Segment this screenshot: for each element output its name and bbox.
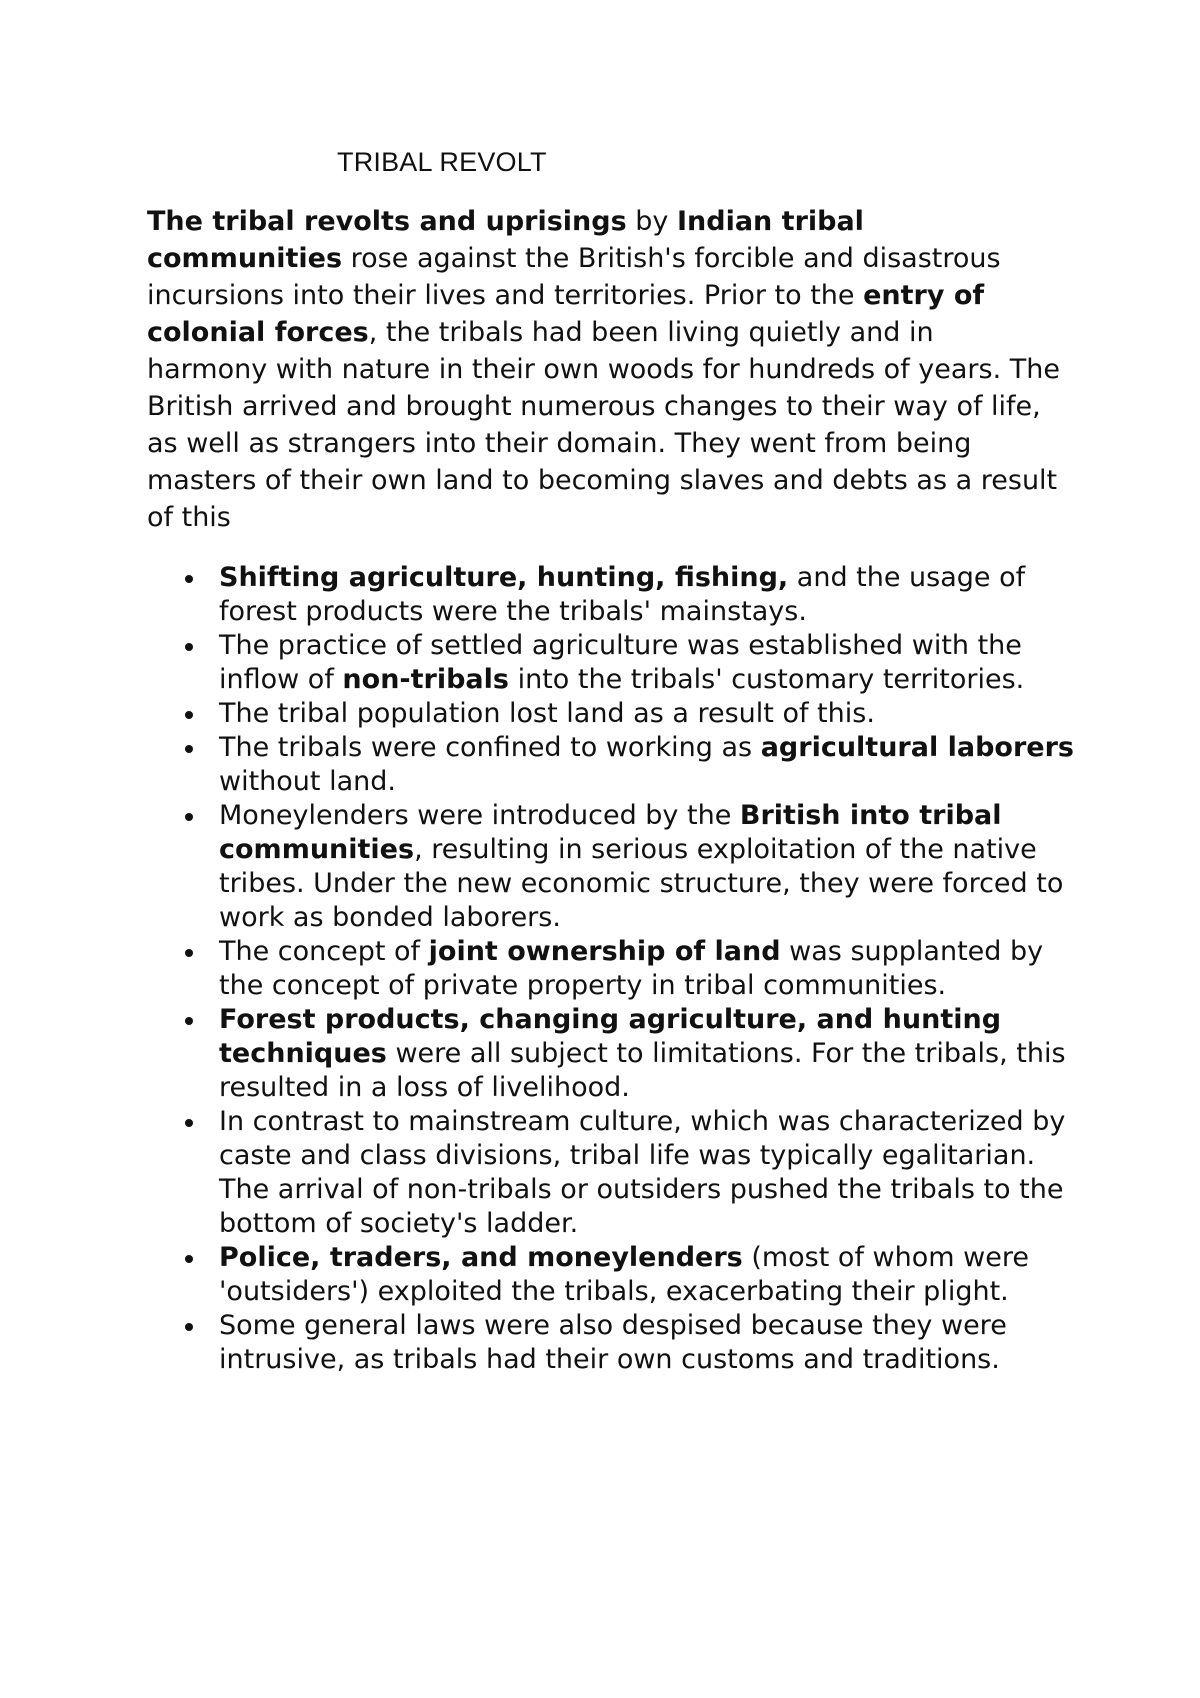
bold-text-run: British into tribal communities xyxy=(219,800,1002,865)
bold-text-run: non-tribals xyxy=(342,664,509,695)
text-run: , resulting in serious exploitation of the native tribes. Under the new economic structure, they were forced to work as bonded laborers. xyxy=(219,834,1064,933)
document-title: TRIBAL REVOLT xyxy=(337,147,547,177)
text-run: and the usage of forest products were the tribals' mainstays. xyxy=(219,562,1026,627)
bullet-dot-icon xyxy=(185,711,193,719)
list-item xyxy=(147,731,1087,799)
list-item xyxy=(147,629,1087,697)
bullet-dot-icon xyxy=(185,1119,193,1127)
bullet-dot-icon xyxy=(185,575,193,583)
bullet-list xyxy=(147,561,1087,1377)
bold-text-run: The tribal revolts and uprisings xyxy=(147,206,627,237)
bullet-dot-icon xyxy=(185,745,193,753)
bullet-dot-icon xyxy=(185,1323,193,1331)
list-item xyxy=(147,697,1087,731)
bold-text-run: agricultural laborers xyxy=(760,732,1074,763)
text-run: into the tribals' customary territories. xyxy=(508,664,1025,695)
intro-paragraph xyxy=(147,203,1062,536)
bold-text-run: entry of colonial forces xyxy=(147,280,985,348)
list-item xyxy=(147,799,1087,935)
bullet-dot-icon xyxy=(185,813,193,821)
bullet-dot-icon xyxy=(185,643,193,651)
text-run: The concept of xyxy=(219,936,429,967)
list-item xyxy=(147,1105,1087,1241)
text-run: , the tribals had been living quietly and in harmony with nature in their own woods for hundreds of years. The British arrived and brought numerous changes to their way of life, as well as strangers into their domain. They went from being masters of their own land to becoming slaves and debts as a result of this xyxy=(147,317,1060,533)
list-item xyxy=(147,561,1087,629)
bold-text-run: Forest products, changing agriculture, and hunting techniques xyxy=(219,1004,1002,1069)
text-run: The tribals were confined to working as xyxy=(219,732,761,763)
bullet-dot-icon xyxy=(185,949,193,957)
text-run: by xyxy=(626,206,677,237)
list-item xyxy=(147,935,1087,1003)
bold-text-run: Indian tribal communities xyxy=(147,206,864,274)
text-run: The practice of settled agriculture was established with the inflow of xyxy=(219,630,1022,695)
text-run: rose against the British's forcible and disastrous incursions into their lives and territories. Prior to the xyxy=(147,243,1001,311)
text-run: In contrast to mainstream culture, which was characterized by caste and class divisions, tribal life was typically egalitarian. The arrival of non-tribals or outsiders pushed the tribals to the bottom of society's ladder. xyxy=(219,1106,1066,1239)
list-item xyxy=(147,1003,1087,1105)
list-item xyxy=(147,1241,1087,1309)
bold-text-run: Police, traders, and moneylenders xyxy=(219,1242,743,1273)
bullet-dot-icon xyxy=(185,1255,193,1263)
text-run: without land. xyxy=(219,766,396,797)
text-run: Moneylenders were introduced by the xyxy=(219,800,740,831)
text-run: were all subject to limitations. For the tribals, this resulted in a loss of livelihood. xyxy=(219,1038,1066,1103)
text-run: was supplanted by the concept of private property in tribal communities. xyxy=(219,936,1044,1001)
text-run: Some general laws were also despised because they were intrusive, as tribals had their own customs and traditions. xyxy=(219,1310,1007,1375)
bold-text-run: Shifting agriculture, hunting, fishing, xyxy=(219,562,789,593)
text-run: The tribal population lost land as a result of this. xyxy=(219,698,875,729)
text-run: (most of whom were 'outsiders') exploited the tribals, exacerbating their plight. xyxy=(219,1242,1029,1307)
bullet-dot-icon xyxy=(185,1017,193,1025)
list-item xyxy=(147,1309,1087,1377)
bold-text-run: joint ownership of land xyxy=(428,936,781,967)
